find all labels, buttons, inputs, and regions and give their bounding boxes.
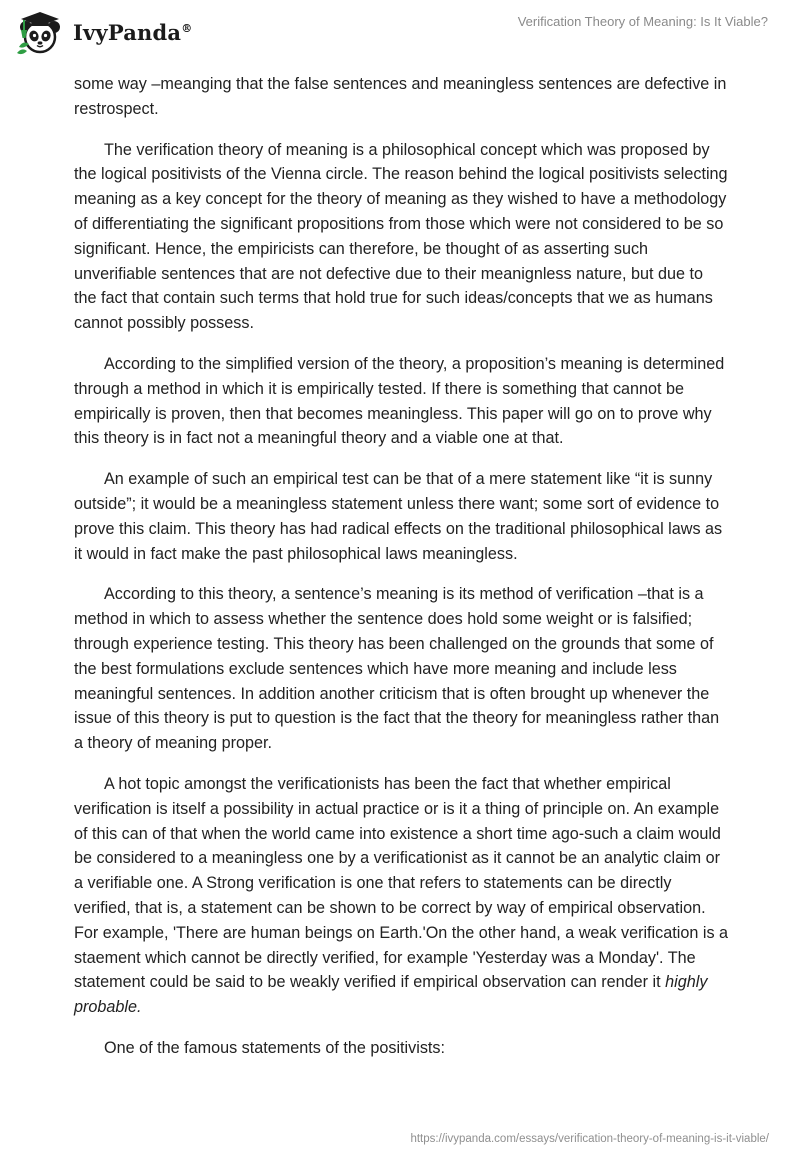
- panda-graduate-icon: [15, 9, 67, 55]
- trademark-symbol: ®: [181, 21, 193, 35]
- paragraph: According to the simplified version of the theory, a proposition’s meaning is determined through a method in which it is empirically tested. If there is something that cannot be empirically is proven, then that becomes meaningless. This paper will go on to prove why this theory is in fact not a meaningful theory and a viable one at that.: [74, 354, 725, 448]
- source-url[interactable]: https://ivypanda.com/essays/verification-theory-of-meaning-is-it-viable/: [410, 1133, 769, 1145]
- ivypanda-logo[interactable]: [15, 9, 192, 55]
- page-header: [0, 0, 800, 64]
- brand-name: IvyPanda®: [73, 19, 193, 45]
- paragraph: The verification theory of meaning is a philosophical concept which was proposed by the logical positivists of the Vienna circle. The reason behind the logical positivists selecting meaning as a key concept for the theory of meaning as they wished to have a methodology of differentiating the significant propositions from those which were not considered to be so significant. Hence, the empiricists can therefore, be thought of as asserting such unverifiable sentences that are not defective due to their meanignless nature, but due to the fact that contain such terms that hold true for such ideas/concepts that we as humans cannot possibly possess.: [74, 140, 728, 333]
- paragraph-hot-topic: [74, 772, 730, 1020]
- emphasis-text: highly probable.: [74, 973, 708, 1017]
- document-title: Verification Theory of Meaning: Is It Viable?: [517, 14, 768, 29]
- paragraph-text: A hot topic amongst the verificationists has been the fact that whether empirical verification is itself a possibility in actual practice or is it a thing of principle on. An example of this can of that when the world came into existence a short time ago-such a claim would be considered to a meaningless one by a verificationist as it cannot be an analytic claim or a verifiable one. A Strong verification is one that refers to statements can be directly verified, that is, a statement can be shown to be correct by way of empirical observation. For example, 'There are human beings on Earth.'On the other hand, a weak verification is a staement which cannot be directly verified, for example 'Yesterday was a Monday'. The statement could be said to be weakly verified if empirical observation can render it: [74, 774, 729, 992]
- paragraph: According to this theory, a sentence’s meaning is its method of verification –that is a method in which to assess whether the sentence does hold some weight or is falsified; through experience testing. This theory has been challenged on the grounds that some of the best formulations exclude sentences which have more meaning and include less meaningful sentences. In addition another criticism that is often brought up whenever the issue of this theory is put to question is the fact that the theory for meaningless rather than a theory of meaning proper.: [74, 585, 720, 753]
- paragraph: some way –meanging that the false sentences and meaningless sentences are defective in restrospect.: [74, 75, 727, 118]
- paragraph: An example of such an empirical test can be that of a mere statement like “it is sunny outside”; it would be a meaningless statement unless there want; some sort of evidence to prove this claim. This theory has had radical effects on the traditional philosophical laws as it would in fact make the past philosophical laws meaningless.: [74, 470, 723, 563]
- essay-body: [74, 72, 730, 1077]
- paragraph: One of the famous statements of the positivists:: [104, 1038, 446, 1057]
